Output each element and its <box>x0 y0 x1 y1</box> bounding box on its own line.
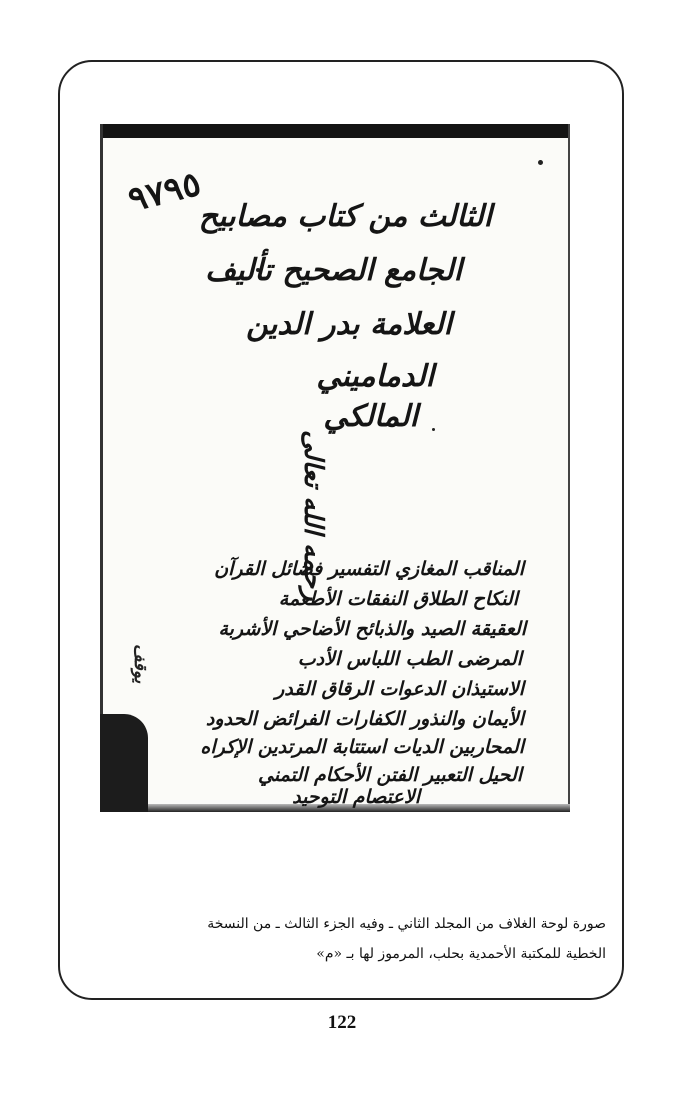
title-line-4: الدماميني <box>316 359 434 394</box>
topics-line-8: الحيل التعبير الفتن الأحكام التمني <box>258 764 522 786</box>
topics-line-4: المرضى الطب اللباس الأدب <box>297 648 522 670</box>
title-line-2: الجامع الصحيح تأليف <box>205 253 462 288</box>
topics-line-1: المناقب المغازي التفسير فضائل القرآن <box>214 558 524 580</box>
title-line-1: الثالث من كتاب مصابيح <box>198 199 492 234</box>
topics-line-3: العقيقة الصيد والذبائح الأضاحي الأشربة <box>218 618 526 640</box>
scan-right-border <box>568 124 570 812</box>
manuscript-scan <box>100 124 570 812</box>
vertical-note: رحمه الله تعالى <box>298 430 328 601</box>
title-line-3: العلامة بدر الدين <box>246 307 452 342</box>
scan-left-border <box>100 124 103 812</box>
scan-top-border <box>100 124 570 138</box>
topics-line-6: الأيمان والنذور الكفارات الفرائض الحدود <box>205 708 524 730</box>
manuscript-number: ٩٧٩٥ <box>124 163 205 221</box>
topics-line-2: النكاح الطلاق النفقات الأطعمة <box>278 588 518 610</box>
ink-speck <box>538 160 543 165</box>
scan-dark-corner <box>100 714 148 812</box>
topics-line-5: الاستيذان الدعوات الرقاق القدر <box>275 678 524 700</box>
margin-note: يوقف <box>130 644 150 684</box>
page-number: 122 <box>327 1012 357 1033</box>
topics-line-7: المحاربين الديات استتابة المرتدين الإكراه <box>200 736 524 758</box>
title-line-5: المالكي <box>323 399 418 434</box>
caption-line-2: الخطية للمكتبة الأحمدية بحلب، المرموز لها بـ «م» <box>316 946 606 962</box>
ink-speck <box>432 428 435 431</box>
topics-line-9: الاعتصام التوحيد <box>292 786 420 808</box>
caption-line-1: صورة لوحة الغلاف من المجلد الثاني ـ وفيه الجزء الثالث ـ من النسخة <box>207 916 606 932</box>
